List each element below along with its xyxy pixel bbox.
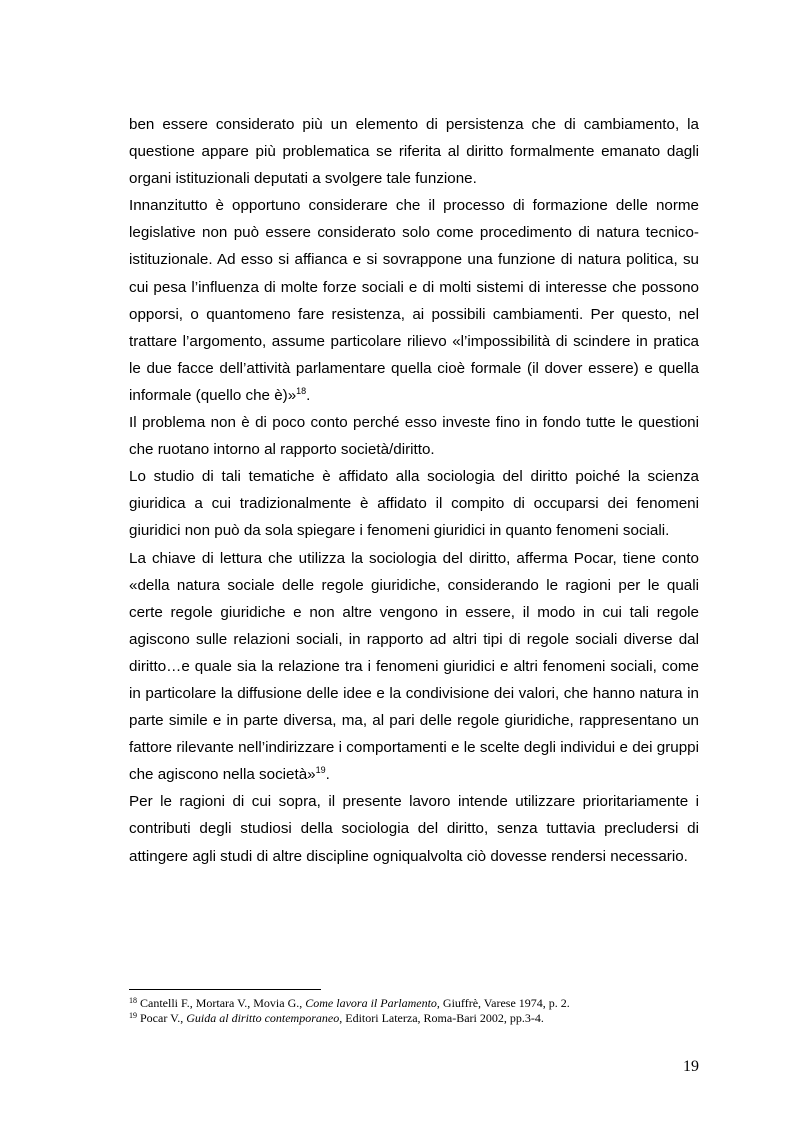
- footnote-reference[interactable]: 19: [315, 765, 326, 776]
- body-text: [129, 111, 699, 870]
- paragraph: [129, 545, 699, 789]
- paragraph: ben essere considerato più un elemento di persistenza che di cambiamento, la questione appare più problematica se riferita al diritto formalmente emanato dagli organi istituzionali deputati a svolgere tale funzione.: [129, 116, 699, 188]
- paragraph: Lo studio di tali tematiche è affidato alla sociologia del diritto poiché la scienza giuridica a cui tradizionalmente è affidato il compito di occuparsi dei fenomeni giuridici non può da sola spiegare i fenomeni giuridici in quanto fenomeni sociali.: [129, 468, 699, 540]
- footnote-authors: Pocar V.,: [137, 1010, 187, 1025]
- footnote-authors: Cantelli F., Mortara V., Movia G.,: [137, 996, 306, 1010]
- paragraph-end: .: [306, 386, 311, 404]
- paragraph-text: La chiave di lettura che utilizza la sociologia del diritto, afferma Pocar, tiene conto «della natura sociale delle regole giuridiche, considerando le ragioni per le quali certe regole giuridiche e non altre vengono in essere, il modo in cui tali regole agiscono sulle relazioni sociali, in rapporto ad altri tipi di regole sociali diverse dal diritto…e quale sia la relazione tra i fenomeni giuridici e altri fenomeni sociali, come in particolare la diffusione delle idee e la condivisione dei valori, che hanno natura in parte simile e in parte diversa, ma, al pari delle regole giuridiche, rappresentano un fattore rilevante nell’indirizzare i comportamenti e le scelte degli individui e dei gruppi che agiscono nella società»: [129, 549, 699, 784]
- footnote: [129, 1011, 699, 1026]
- footnotes: [129, 996, 699, 1025]
- paragraph-text: Innanzitutto è opportuno considerare che il processo di formazione delle norme legislative non può essere considerato solo come procedimento di natura tecnico-istituzionale. Ad esso si affianca e si sovrappone una funzione di natura politica, su cui pesa l’influenza di molte forze sociali e di molti sistemi di interesse che possono opporsi, o quantomeno fare resistenza, ai possibili cambiamenti. Per questo, nel trattare l’argomento, assume particolare rilievo «l’impossibilità di scindere in pratica le due facce dell’attività parlamentare quella cioè formale (il dover essere) e quella informale (quello che è)»: [129, 197, 699, 404]
- footnote-number: 19: [129, 1010, 137, 1020]
- paragraph: [129, 192, 699, 409]
- footnote-reference[interactable]: 18: [296, 385, 307, 396]
- paragraph-end: .: [325, 766, 330, 784]
- paragraph: Per le ragioni di cui sopra, il presente lavoro intende utilizzare prioritariamente i contributi degli studiosi della sociologia del diritto, senza tuttavia precludersi di attingere agli studi di altre discipline ogniqualvolta ciò dovesse rendersi necessario.: [129, 793, 699, 865]
- paragraph: Il problema non è di poco conto perché esso investe fino in fondo tutte le questioni che ruotano intorno al rapporto società/diritto.: [129, 414, 699, 459]
- footnote: [129, 996, 699, 1011]
- footnote-number: 18: [129, 996, 137, 1005]
- footnote-publisher: , Editori Laterza, Roma-Bari 2002, pp.3-4.: [339, 1010, 544, 1025]
- footnote-publisher: , Giuffrè, Varese 1974, p. 2.: [436, 996, 570, 1010]
- footnote-separator: [129, 989, 321, 990]
- page-number: 19: [683, 1058, 699, 1075]
- footnote-title: Come lavora il Parlamento: [305, 996, 437, 1010]
- footnote-title: Guida al diritto contemporaneo: [186, 1010, 340, 1025]
